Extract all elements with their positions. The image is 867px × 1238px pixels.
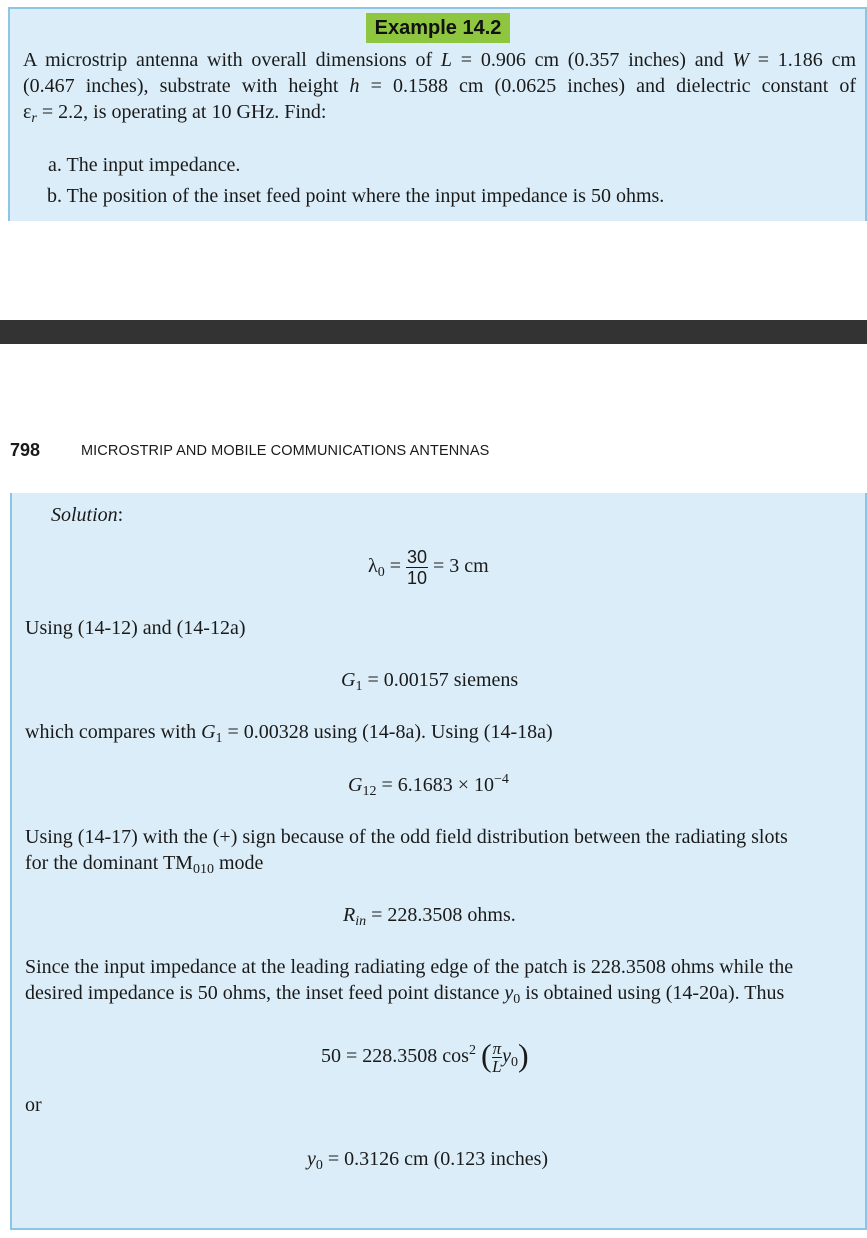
text-or: or xyxy=(25,1094,42,1116)
equation-rin: $R_{in} = 228.3508$ ohms. xyxy=(343,904,516,929)
fraction-pi-over-l: $\frac{\pi}{L}$ xyxy=(492,1039,502,1076)
list-item-b: b. The position of the inset feed point where the input impedance is 50 ohms. xyxy=(47,185,665,207)
text-using-14-12: Using (14-12) and (14-12a) xyxy=(25,617,246,639)
fraction-30-10: $\frac{30}{10}$ xyxy=(406,547,428,588)
solution-label: Solution: xyxy=(51,504,124,526)
equation-g1: $G_1 = 0.00157$ siemens xyxy=(341,669,519,694)
text-compares-g1: which compares with $G_1 = 0.00328$ using (14-8a). Using (14-18a) xyxy=(25,721,553,746)
problem-line-1: A microstrip antenna with overall dimensions of L = 0.906 cm (0.357 inches) and W = 1.186 cm xyxy=(23,49,857,71)
text-since-line2: desired impedance is 50 ohms, the inset feed point distance $y_0$ is obtained using (14-20a). Thus xyxy=(25,982,785,1007)
equation-y0: $y_0 = 0.3126$ cm (0.123 inches) xyxy=(307,1148,549,1173)
equation-g12: $G_{12} = 6.1683 \times 10^{-4}$ xyxy=(348,772,509,799)
problem-line-3: $\varepsilon_r = 2.2$, is operating at 10 GHz. Find: xyxy=(23,101,327,126)
problem-line-2: (0.467 inches), substrate with height h = 0.1588 cm (0.0625 inches) and dielectric constant of xyxy=(23,75,856,97)
equation-50-cos: 50 = 228.3508 $\cos^2$ ( $\frac{\pi}{L}$ $y_0$) xyxy=(321,1037,529,1076)
text-using-14-17-line2: for the dominant $TM_{010}$ mode xyxy=(25,852,264,877)
text-using-14-17-line1: Using (14-17) with the (+) sign because of the odd field distribution between the radiating slots xyxy=(25,826,788,848)
list-item-a: a. The input impedance. xyxy=(48,154,241,176)
example-title: Example 14.2 xyxy=(366,13,510,43)
running-head: MICROSTRIP AND MOBILE COMMUNICATIONS ANTENNAS xyxy=(81,443,490,459)
page-divider xyxy=(0,320,867,344)
equation-lambda: $\lambda_0$ = $\frac{30}{10}$ = 3 cm xyxy=(368,547,489,588)
page-number: 798 xyxy=(10,440,41,460)
text-since-line1: Since the input impedance at the leading radiating edge of the patch is 228.3508 ohms while the xyxy=(25,956,794,978)
